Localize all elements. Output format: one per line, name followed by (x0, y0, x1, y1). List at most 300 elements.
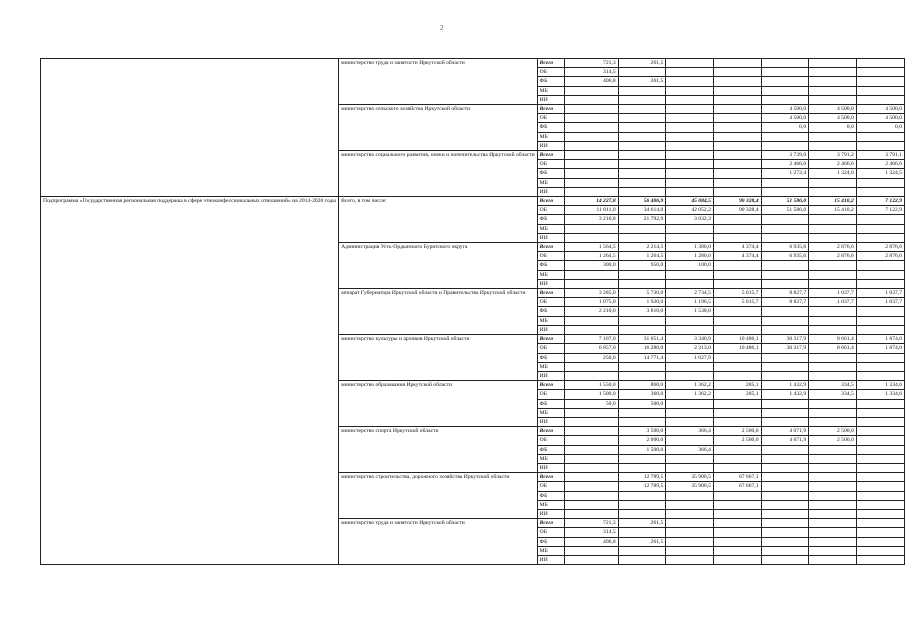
amount-cell: 1 920,0 (618, 298, 666, 307)
amount-cell (809, 353, 857, 362)
amount-cell (666, 546, 714, 555)
funding-source-cell: Всего (537, 243, 565, 252)
funding-source-cell: Всего (537, 519, 565, 528)
amount-cell: 4 374,4 (713, 243, 761, 252)
amount-cell (618, 233, 666, 242)
amount-cell: 860,0 (618, 381, 666, 390)
amount-cell: 3 216,8 (565, 215, 618, 224)
amount-cell: 35 900,5 (666, 482, 714, 491)
funding-source-cell: МБ (537, 224, 565, 233)
amount-cell (856, 279, 904, 288)
amount-cell (565, 473, 618, 482)
amount-cell (761, 215, 809, 224)
amount-cell: 2 214,5 (618, 243, 666, 252)
funding-source-cell: ФБ (537, 261, 565, 270)
amount-cell (856, 224, 904, 233)
amount-cell (618, 160, 666, 169)
amount-cell (856, 482, 904, 491)
amount-cell (565, 546, 618, 555)
amount-cell (713, 178, 761, 187)
amount-cell (761, 528, 809, 537)
amount-cell (618, 371, 666, 380)
amount-cell (666, 59, 714, 68)
amount-cell: 2 876,6 (809, 243, 857, 252)
amount-cell (666, 519, 714, 528)
amount-cell (713, 316, 761, 325)
amount-cell: 11 011,0 (565, 206, 618, 215)
amount-cell: 8 661,4 (809, 344, 857, 353)
amount-cell (809, 68, 857, 77)
funding-source-cell: Всего (537, 335, 565, 344)
amount-cell (761, 86, 809, 95)
amount-cell (713, 325, 761, 334)
amount-cell (565, 482, 618, 491)
amount-cell: 366,4 (666, 445, 714, 454)
funding-source-cell: Всего (537, 105, 565, 114)
executor-cell: министерство сельского хозяйства Иркутской области (339, 105, 538, 151)
amount-cell (565, 436, 618, 445)
amount-cell: 1 037,7 (809, 289, 857, 298)
amount-cell (809, 491, 857, 500)
funding-source-cell: ИИ (537, 417, 565, 426)
amount-cell (666, 178, 714, 187)
amount-cell (618, 555, 666, 564)
amount-cell (666, 151, 714, 160)
amount-cell: 30 317,9 (761, 335, 809, 344)
funding-source-cell: ФБ (537, 399, 565, 408)
amount-cell (666, 463, 714, 472)
funding-source-cell: МБ (537, 132, 565, 141)
funding-source-cell: ИИ (537, 141, 565, 150)
executor-cell: министерство труда и занятости Иркутской области (339, 59, 538, 105)
amount-cell (565, 169, 618, 178)
amount-cell (713, 500, 761, 509)
amount-cell (809, 86, 857, 95)
amount-cell (565, 178, 618, 187)
amount-cell (565, 270, 618, 279)
amount-cell: 2 466,6 (761, 160, 809, 169)
amount-cell (856, 261, 904, 270)
amount-cell (809, 408, 857, 417)
amount-cell: 100,0 (666, 261, 714, 270)
amount-cell: 1 564,5 (565, 243, 618, 252)
amount-cell (666, 160, 714, 169)
amount-cell (856, 132, 904, 141)
amount-cell: 8 827,7 (761, 289, 809, 298)
amount-cell (809, 537, 857, 546)
amount-cell: 1 362,2 (666, 390, 714, 399)
funding-source-cell: ОБ (537, 344, 565, 353)
amount-cell: 261,5 (618, 77, 666, 86)
funding-source-cell: МБ (537, 362, 565, 371)
amount-cell: 3 791,2 (809, 151, 857, 160)
amount-cell (809, 482, 857, 491)
amount-cell (666, 408, 714, 417)
amount-cell (565, 132, 618, 141)
amount-cell (713, 463, 761, 472)
amount-cell (761, 463, 809, 472)
funding-source-cell: ИИ (537, 187, 565, 196)
amount-cell (666, 95, 714, 104)
funding-source-cell: ОБ (537, 298, 565, 307)
amount-cell (618, 141, 666, 150)
amount-cell (666, 537, 714, 546)
amount-cell: 2 500,0 (713, 427, 761, 436)
amount-cell: 1 264,5 (565, 252, 618, 261)
executor-cell: министерство труда и занятости Иркутской области (339, 519, 538, 565)
amount-cell (666, 86, 714, 95)
amount-cell: 4 500,0 (809, 105, 857, 114)
amount-cell (565, 417, 618, 426)
amount-cell (618, 105, 666, 114)
amount-cell (761, 270, 809, 279)
amount-cell (565, 555, 618, 564)
amount-cell: 4 500,0 (856, 105, 904, 114)
amount-cell (761, 546, 809, 555)
amount-cell (761, 59, 809, 68)
amount-cell (713, 169, 761, 178)
amount-cell: 1 500,0 (618, 445, 666, 454)
amount-cell: 250,0 (565, 353, 618, 362)
amount-cell (565, 151, 618, 160)
amount-cell (713, 519, 761, 528)
amount-cell (618, 417, 666, 426)
amount-cell: 2 876,6 (856, 252, 904, 261)
amount-cell: 2 876,6 (856, 243, 904, 252)
amount-cell: 12 789,5 (618, 482, 666, 491)
amount-cell (565, 325, 618, 334)
executor-cell: министерство строительства, дорожного хозяйства Иркутской области (339, 473, 538, 519)
amount-cell: 1 324,6 (809, 169, 857, 178)
amount-cell: 15 410,2 (809, 206, 857, 215)
funding-source-cell: ОБ (537, 482, 565, 491)
amount-cell (856, 86, 904, 95)
funding-source-cell: Всего (537, 289, 565, 298)
funding-source-cell: ФБ (537, 537, 565, 546)
amount-cell (713, 362, 761, 371)
amount-cell (666, 417, 714, 426)
amount-cell (666, 325, 714, 334)
amount-cell (856, 454, 904, 463)
amount-cell (856, 371, 904, 380)
amount-cell (809, 473, 857, 482)
amount-cell (565, 224, 618, 233)
funding-source-cell: ФБ (537, 123, 565, 132)
amount-cell: 2 500,0 (809, 427, 857, 436)
funding-source-cell: ФБ (537, 491, 565, 500)
amount-cell (565, 105, 618, 114)
amount-cell: 314,5 (565, 528, 618, 537)
amount-cell (809, 454, 857, 463)
amount-cell (618, 95, 666, 104)
amount-cell (856, 473, 904, 482)
amount-cell (618, 270, 666, 279)
amount-cell (761, 555, 809, 564)
amount-cell (666, 77, 714, 86)
amount-cell (809, 178, 857, 187)
amount-cell (618, 316, 666, 325)
amount-cell (809, 463, 857, 472)
funding-source-cell: Всего (537, 473, 565, 482)
amount-cell (856, 325, 904, 334)
amount-cell (666, 169, 714, 178)
amount-cell (618, 123, 666, 132)
amount-cell: 3 032,3 (666, 215, 714, 224)
amount-cell (713, 537, 761, 546)
amount-cell (761, 519, 809, 528)
amount-cell (618, 114, 666, 123)
amount-cell (666, 114, 714, 123)
amount-cell (565, 86, 618, 95)
amount-cell (713, 215, 761, 224)
amount-cell (666, 454, 714, 463)
amount-cell (713, 233, 761, 242)
amount-cell (856, 95, 904, 104)
amount-cell: 21 792,9 (618, 215, 666, 224)
amount-cell (856, 362, 904, 371)
amount-cell (761, 509, 809, 518)
amount-cell (713, 95, 761, 104)
amount-cell (666, 105, 714, 114)
amount-cell: 3 500,0 (618, 427, 666, 436)
amount-cell: 6 935,6 (761, 243, 809, 252)
amount-cell (761, 408, 809, 417)
amount-cell (761, 261, 809, 270)
funding-source-cell: ОБ (537, 160, 565, 169)
funding-source-cell: ФБ (537, 77, 565, 86)
amount-cell (618, 68, 666, 77)
amount-cell: 42 052,2 (666, 206, 714, 215)
executor-cell: Администрация Усть-Ордынского Бурятского округа (339, 243, 538, 289)
funding-source-cell: МБ (537, 86, 565, 95)
amount-cell: 67 667,1 (713, 473, 761, 482)
amount-cell: 1 075,0 (565, 298, 618, 307)
amount-cell: 7 107,0 (565, 335, 618, 344)
amount-cell (713, 528, 761, 537)
amount-cell: 1 432,9 (761, 381, 809, 390)
amount-cell (565, 114, 618, 123)
funding-source-cell: МБ (537, 500, 565, 509)
funding-source-cell: ИИ (537, 95, 565, 104)
amount-cell (618, 491, 666, 500)
amount-cell: 300,0 (565, 261, 618, 270)
amount-cell: 51 586,0 (761, 197, 809, 206)
amount-cell (666, 224, 714, 233)
amount-cell (856, 187, 904, 196)
amount-cell: 406,8 (565, 537, 618, 546)
amount-cell: 1 272,4 (761, 169, 809, 178)
amount-cell (618, 528, 666, 537)
amount-cell: 1 874,0 (856, 335, 904, 344)
amount-cell (666, 141, 714, 150)
amount-cell (713, 445, 761, 454)
amount-cell: 1 037,7 (809, 298, 857, 307)
amount-cell: 261,5 (618, 519, 666, 528)
executor-cell: министерство спорта Иркутской области (339, 427, 538, 473)
amount-cell: 1 037,7 (856, 298, 904, 307)
amount-cell (761, 417, 809, 426)
amount-cell (618, 454, 666, 463)
amount-cell: 285,1 (713, 390, 761, 399)
amount-cell (856, 353, 904, 362)
executor-cell: министерство образования Иркутской области (339, 381, 538, 427)
funding-source-cell: ФБ (537, 353, 565, 362)
amount-cell (761, 95, 809, 104)
amount-cell: 261,5 (618, 537, 666, 546)
amount-cell: 14 227,8 (565, 197, 618, 206)
amount-cell: 1 324,5 (856, 169, 904, 178)
program-name-cell (41, 59, 339, 197)
amount-cell (666, 509, 714, 518)
amount-cell (856, 270, 904, 279)
amount-cell (565, 371, 618, 380)
amount-cell: 16 280,0 (618, 344, 666, 353)
amount-cell (713, 454, 761, 463)
amount-cell (713, 491, 761, 500)
executor-cell: аппарат Губернатора Иркутской области и Правительства Иркутской области (339, 289, 538, 335)
amount-cell (713, 86, 761, 95)
amount-cell: 2 000,0 (618, 436, 666, 445)
amount-cell: 10 486,1 (713, 344, 761, 353)
amount-cell: 366,4 (666, 427, 714, 436)
amount-cell (856, 555, 904, 564)
amount-cell: 334,5 (809, 390, 857, 399)
amount-cell (809, 519, 857, 528)
amount-cell (809, 261, 857, 270)
amount-cell: 3 340,9 (666, 335, 714, 344)
amount-cell: 4 071,9 (761, 436, 809, 445)
amount-cell (666, 187, 714, 196)
amount-cell: 721,3 (565, 519, 618, 528)
amount-cell (856, 141, 904, 150)
amount-cell (565, 445, 618, 454)
amount-cell: 4 374,4 (713, 252, 761, 261)
amount-cell (713, 123, 761, 132)
amount-cell (713, 68, 761, 77)
amount-cell: 1 550,0 (565, 381, 618, 390)
amount-cell (761, 316, 809, 325)
amount-cell (565, 500, 618, 509)
budget-table (40, 58, 905, 565)
amount-cell (618, 132, 666, 141)
amount-cell (666, 132, 714, 141)
amount-cell (856, 445, 904, 454)
amount-cell (618, 86, 666, 95)
funding-source-cell: ИИ (537, 509, 565, 518)
amount-cell (856, 68, 904, 77)
amount-cell: 4 500,0 (761, 105, 809, 114)
funding-source-cell: Всего (537, 381, 565, 390)
amount-cell (761, 68, 809, 77)
amount-cell (666, 491, 714, 500)
amount-cell: 1 874,0 (856, 344, 904, 353)
amount-cell: 1 432,9 (761, 390, 809, 399)
amount-cell (565, 141, 618, 150)
amount-cell (713, 270, 761, 279)
amount-cell (809, 399, 857, 408)
amount-cell (713, 132, 761, 141)
amount-cell (618, 408, 666, 417)
amount-cell: 31 051,4 (618, 335, 666, 344)
amount-cell (565, 160, 618, 169)
amount-cell (713, 417, 761, 426)
amount-cell: 7 122,9 (856, 197, 904, 206)
amount-cell (565, 95, 618, 104)
amount-cell (666, 279, 714, 288)
amount-cell: 4 500,0 (856, 114, 904, 123)
amount-cell: 90 328,4 (713, 197, 761, 206)
amount-cell (809, 59, 857, 68)
amount-cell: 0,0 (761, 123, 809, 132)
amount-cell: 1 264,5 (618, 252, 666, 261)
amount-cell (761, 500, 809, 509)
amount-cell (666, 123, 714, 132)
amount-cell (809, 528, 857, 537)
amount-cell (713, 279, 761, 288)
amount-cell: 45 084,5 (666, 197, 714, 206)
amount-cell (713, 509, 761, 518)
amount-cell: 12 789,5 (618, 473, 666, 482)
amount-cell (618, 187, 666, 196)
amount-cell (713, 160, 761, 169)
amount-cell: 7 122,9 (856, 206, 904, 215)
amount-cell (618, 169, 666, 178)
funding-source-cell: Всего (537, 59, 565, 68)
amount-cell (856, 519, 904, 528)
amount-cell (856, 436, 904, 445)
amount-cell: 1 280,0 (666, 252, 714, 261)
amount-cell (565, 408, 618, 417)
amount-cell (856, 500, 904, 509)
amount-cell (618, 151, 666, 160)
funding-source-cell: ОБ (537, 390, 565, 399)
amount-cell (856, 427, 904, 436)
amount-cell: 2 466,6 (809, 160, 857, 169)
amount-cell (761, 307, 809, 316)
amount-cell: 1 380,0 (666, 243, 714, 252)
amount-cell (666, 528, 714, 537)
amount-cell: 1 334,6 (856, 381, 904, 390)
amount-cell: 50,0 (565, 399, 618, 408)
amount-cell: 3 739,0 (761, 151, 809, 160)
amount-cell: 90 328,4 (713, 206, 761, 215)
amount-cell (618, 509, 666, 518)
amount-cell (809, 141, 857, 150)
amount-cell (565, 187, 618, 196)
amount-cell: 1 362,2 (666, 381, 714, 390)
amount-cell (809, 509, 857, 518)
amount-cell (761, 362, 809, 371)
amount-cell: 314,5 (565, 68, 618, 77)
amount-cell: 2 734,5 (666, 289, 714, 298)
amount-cell: 15 410,2 (809, 197, 857, 206)
amount-cell (856, 215, 904, 224)
amount-cell (856, 546, 904, 555)
amount-cell (713, 307, 761, 316)
funding-source-cell: Всего (537, 197, 565, 206)
amount-cell (809, 445, 857, 454)
funding-source-cell: ИИ (537, 233, 565, 242)
amount-cell: 334,5 (809, 381, 857, 390)
amount-cell (809, 325, 857, 334)
amount-cell (761, 353, 809, 362)
amount-cell (809, 187, 857, 196)
amount-cell (565, 491, 618, 500)
amount-cell (666, 233, 714, 242)
amount-cell (809, 362, 857, 371)
amount-cell (713, 141, 761, 150)
funding-source-cell: Всего (537, 427, 565, 436)
